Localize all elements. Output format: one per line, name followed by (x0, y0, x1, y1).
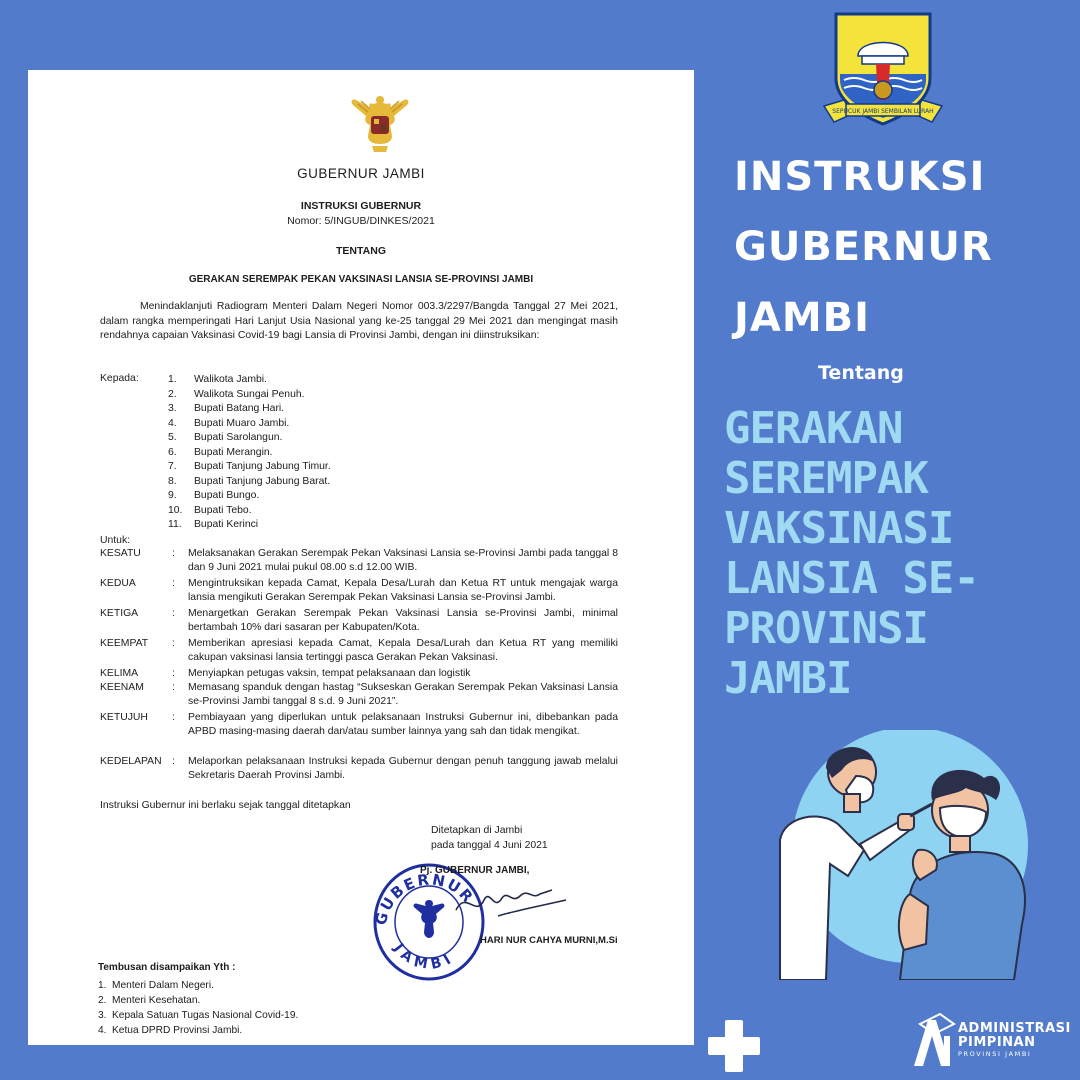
svg-text:GUBERNUR: GUBERNUR (371, 870, 478, 927)
instruction-kesatu: KESATU : Melaksanakan Gerakan Serempak Pekan Vaksinasi Lansia se-Provinsi Jambi pada tanggal 8 dan 9 Juni 2021 mulai pukul 08.00 s.d 12.00 WIB. (100, 548, 618, 574)
recipient-item: 4. Bupati Muaro Jambi. (168, 417, 290, 429)
recipient-item: 10. Bupati Tebo. (168, 504, 252, 516)
instruction-kedelapan: KEDELAPAN : Melaporkan pelaksanaan Instruksi kepada Gubernur dengan penuh tanggung jawab melalui Sekretaris Daerah Provinsi Jambi. (100, 756, 618, 782)
administrasi-pimpinan-logo-icon (910, 1012, 956, 1070)
signer-title: Pj. GUBERNUR JAMBI, (420, 865, 530, 876)
poster-subject-line: VAKSINASI (724, 503, 954, 554)
document-subject: GERAKAN SEREMPAK PEKAN VAKSINASI LANSIA SE-PROVINSI JAMBI (188, 274, 534, 285)
document-number: Nomor: 5/INGUB/DINKES/2021 (287, 215, 435, 227)
signer-name: HARI NUR CAHYA MURNI,M.Si (480, 935, 618, 946)
recipient-item: 3. Bupati Batang Hari. (168, 403, 285, 415)
poster-about: Tentang (818, 362, 904, 384)
cc-item: 2. Menteri Kesehatan. (98, 995, 201, 1006)
issuance-block (431, 823, 548, 853)
cc-item: 4. Ketua DPRD Provinsi Jambi. (98, 1025, 243, 1036)
signature (448, 870, 578, 930)
instruction-kelima: KELIMA : Menyiapkan petugas vaksin, tempat pelaksanaan dan logistik (100, 668, 471, 679)
garuda-emblem-icon (346, 92, 414, 154)
jambi-province-emblem-icon (822, 8, 944, 132)
cc-title: Tembusan disampaikan Yth : (98, 962, 236, 973)
recipient-item: 2. Walikota Sungai Penuh. (168, 388, 305, 400)
recipient-item: 8. Bupati Tanjung Jabung Barat. (168, 475, 331, 487)
poster-subject (724, 404, 1074, 704)
poster-title-line-2: GUBERNUR (734, 224, 993, 270)
poster-subject-line: JAMBI (724, 653, 852, 704)
cc-item: 1. Menteri Dalam Negeri. (98, 980, 214, 991)
recipient-list (168, 373, 331, 533)
poster-subject-line: PROVINSI (724, 603, 928, 654)
recipient-item: 7. Bupati Tanjung Jabung Timur. (168, 461, 331, 473)
recipient-item: 9. Bupati Bungo. (168, 490, 260, 502)
kepada-label: Kepada: (100, 373, 139, 384)
svg-text:SEPUCUK JAMBI SEMBILAN LURAH: SEPUCUK JAMBI SEMBILAN LURAH (832, 108, 934, 115)
instruction-document (28, 70, 694, 1045)
poster-title-line-1: INSTRUKSI (734, 154, 986, 200)
document-preamble: Menindaklanjuti Radiogram Menteri Dalam Negeri Nomor 003.3/2297/Bangda Tanggal 27 Mei 2021, dalam rangka memperingati Hari Lanjut Usia Nasional yang ke-25 tanggal 29 Mei 2021 dan mengingat masih rendahnya capaian Vaksinasi Covid-19 bagi Lansia di Provinsi Jambi, dengan ini diinstruksikan: (100, 301, 618, 342)
instruction-ketujuh: KETUJUH : Pembiayaan yang diperlukan untuk pelaksanaan Instruksi Gubernur ini, dibebankan pada APBD masing-masing daerah dan/atau sumber lainnya yang sah dan tidak mengikat. (100, 712, 618, 738)
document-about-label: TENTANG (336, 245, 386, 257)
poster-subject-line: GERAKAN (724, 403, 903, 454)
issued-place: Ditetapkan di Jambi (431, 825, 523, 836)
recipient-item: 11. Bupati Kerinci (168, 519, 259, 531)
issued-date: pada tanggal 4 Juni 2021 (431, 840, 548, 851)
svg-text:JAMBI: JAMBI (390, 940, 459, 974)
untuk-label: Untuk: (100, 535, 131, 546)
recipient-item: 1. Walikota Jambi. (168, 374, 267, 385)
document-type: INSTRUKSI GUBERNUR (300, 200, 422, 212)
instruction-kedua: KEDUA : Mengintruksikan kepada Camat, Kepala Desa/Lurah dan Ketua RT untuk mengajak warga lansia mengikuti Gerakan Serempak Pekan Vaksinasi Lansia se-Provinsi Jambi. (100, 578, 618, 604)
instruction-keempat: KEEMPAT : Memberikan apresiasi kepada Camat, Kepala Desa/Lurah dan Ketua RT yang memiliki cakupan vaksinasi lansia tertinggi pasca Gerakan Pekan Vaksinasi. (100, 638, 618, 664)
poster-subject-line: LANSIA SE- (724, 553, 979, 604)
recipient-item: 5. Bupati Sarolangun. (168, 432, 283, 444)
cc-item: 3. Kepala Satuan Tugas Nasional Covid-19. (98, 1010, 299, 1021)
document-office: GUBERNUR JAMBI (297, 166, 425, 181)
cc-list (98, 978, 298, 1038)
instruction-ketiga: KETIGA : Menargetkan Gerakan Serempak Pekan Vaksinasi Lansia se-Provinsi Jambi, minimal bertambah 10% dari sasaran per Kabupaten/Kota. (100, 608, 618, 634)
plus-icon (706, 1018, 762, 1074)
recipient-item: 6. Bupati Merangin. (168, 446, 273, 458)
validity-statement: Instruksi Gubernur ini berlaku sejak tanggal ditetapkan (100, 800, 351, 811)
vaccination-illustration (760, 730, 1050, 980)
administrasi-pimpinan-logo-text: ADMINISTRASI PIMPINAN PROVINSI JAMBI (958, 1021, 1071, 1058)
instruction-keenam: KEENAM : Memasang spanduk dengan hastag “Sukseskan Gerakan Serempak Pekan Vaksinasi Lansia se-Provinsi Jambi tanggal 8 s.d. 9 Juni 2021”. (100, 682, 618, 708)
poster-title-line-3: JAMBI (734, 295, 871, 341)
poster-subject-line: SEREMPAK (724, 453, 928, 504)
